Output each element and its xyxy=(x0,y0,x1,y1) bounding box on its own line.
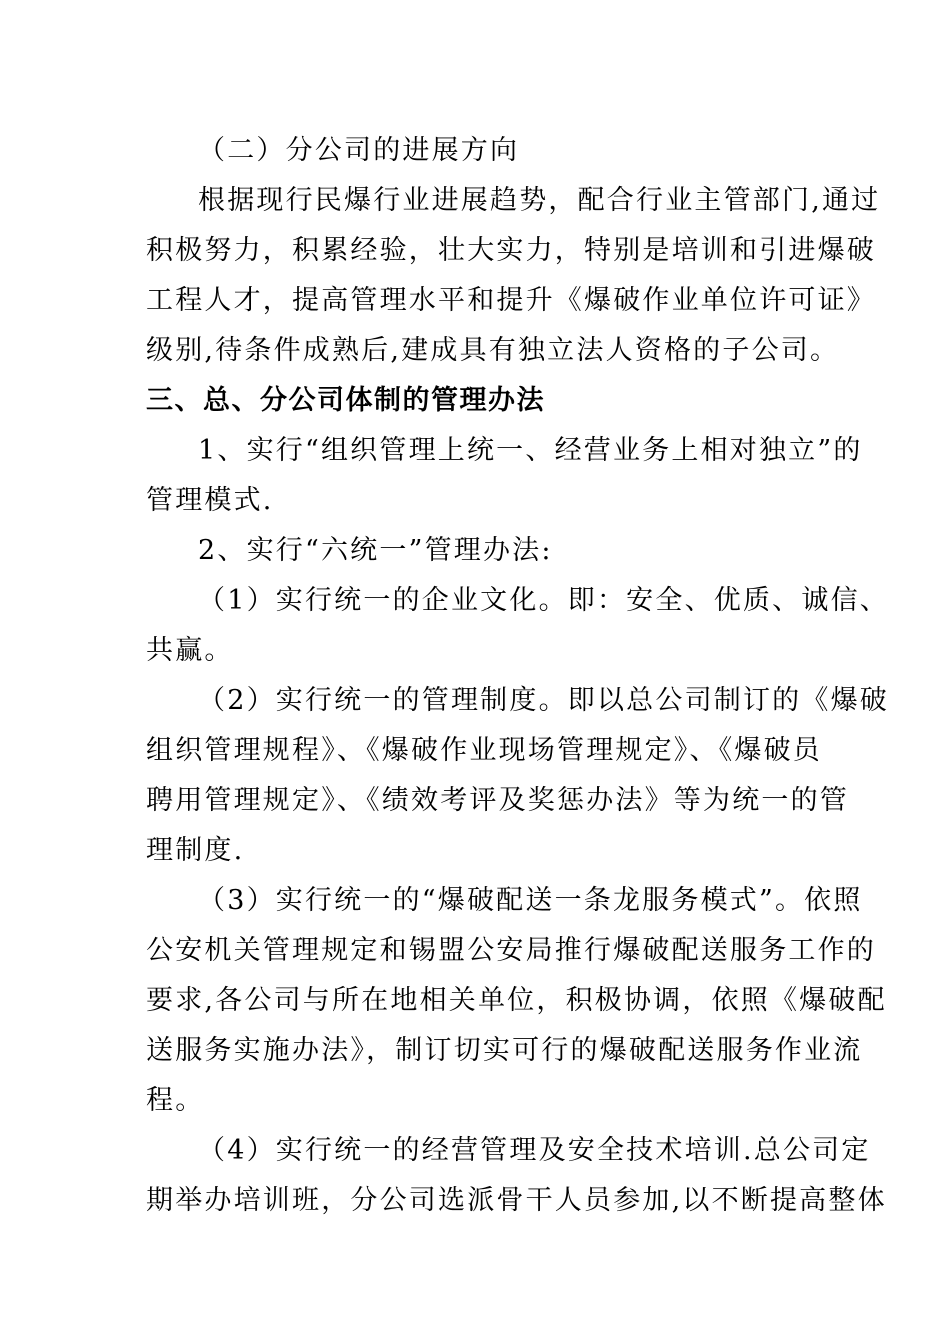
sub-item-2-line: （2）实行统一的管理制度。即以总公司制订的《爆破 xyxy=(198,685,889,716)
sub-item-1-line: 共赢。 xyxy=(146,635,234,666)
sub-item-3-line: （3）实行统一的“爆破配送一条龙服务模式”。依照 xyxy=(198,885,863,916)
sub-item-4-line: （4）实行统一的经营管理及安全技术培训.总公司定 xyxy=(198,1135,871,1166)
subheading-branch-direction: （二）分公司的进展方向 xyxy=(198,135,520,166)
paragraph-line: 工程人才，提高管理水平和提升《爆破作业单位许可证》 xyxy=(146,285,876,316)
section-heading-management-methods: 三、总、分公司体制的管理办法 xyxy=(146,385,545,416)
item-1-line: 1、实行“组织管理上统一、经营业务上相对独立”的 xyxy=(198,435,863,466)
paragraph-line: 积极努力，积累经验，壮大实力，特别是培训和引进爆破 xyxy=(146,235,876,266)
sub-item-2-line: 理制度. xyxy=(146,835,245,866)
sub-item-3-line: 程。 xyxy=(146,1085,205,1116)
sub-item-3-line: 送服务实施办法》，制订切实可行的爆破配送服务作业流 xyxy=(146,1035,863,1066)
item-1-line: 管理模式. xyxy=(146,485,274,516)
sub-item-1-line: （1）实行统一的企业文化。即：安全、优质、诚信、 xyxy=(198,585,889,616)
item-2-line: 2、实行“六统一”管理办法: xyxy=(198,535,553,566)
paragraph-line: 根据现行民爆行业进展趋势，配合行业主管部门,通过 xyxy=(198,185,881,216)
paragraph-line: 级别,待条件成熟后,建成具有独立法人资格的子公司。 xyxy=(146,335,840,366)
sub-item-2-line: 组织管理规程》、《爆破作业现场管理规定》、《爆破员 xyxy=(146,735,822,766)
sub-item-2-line: 聘用管理规定》、《绩效考评及奖惩办法》等为统一的管 xyxy=(146,785,849,816)
sub-item-3-line: 要求,各公司与所在地相关单位，积极协调，依照《爆破配 xyxy=(146,985,887,1016)
sub-item-3-line: 公安机关管理规定和锡盟公安局推行爆破配送服务工作的 xyxy=(146,935,876,966)
sub-item-4-line: 期举办培训班，分公司选派骨干人员参加,以不断提高整体 xyxy=(146,1185,887,1216)
